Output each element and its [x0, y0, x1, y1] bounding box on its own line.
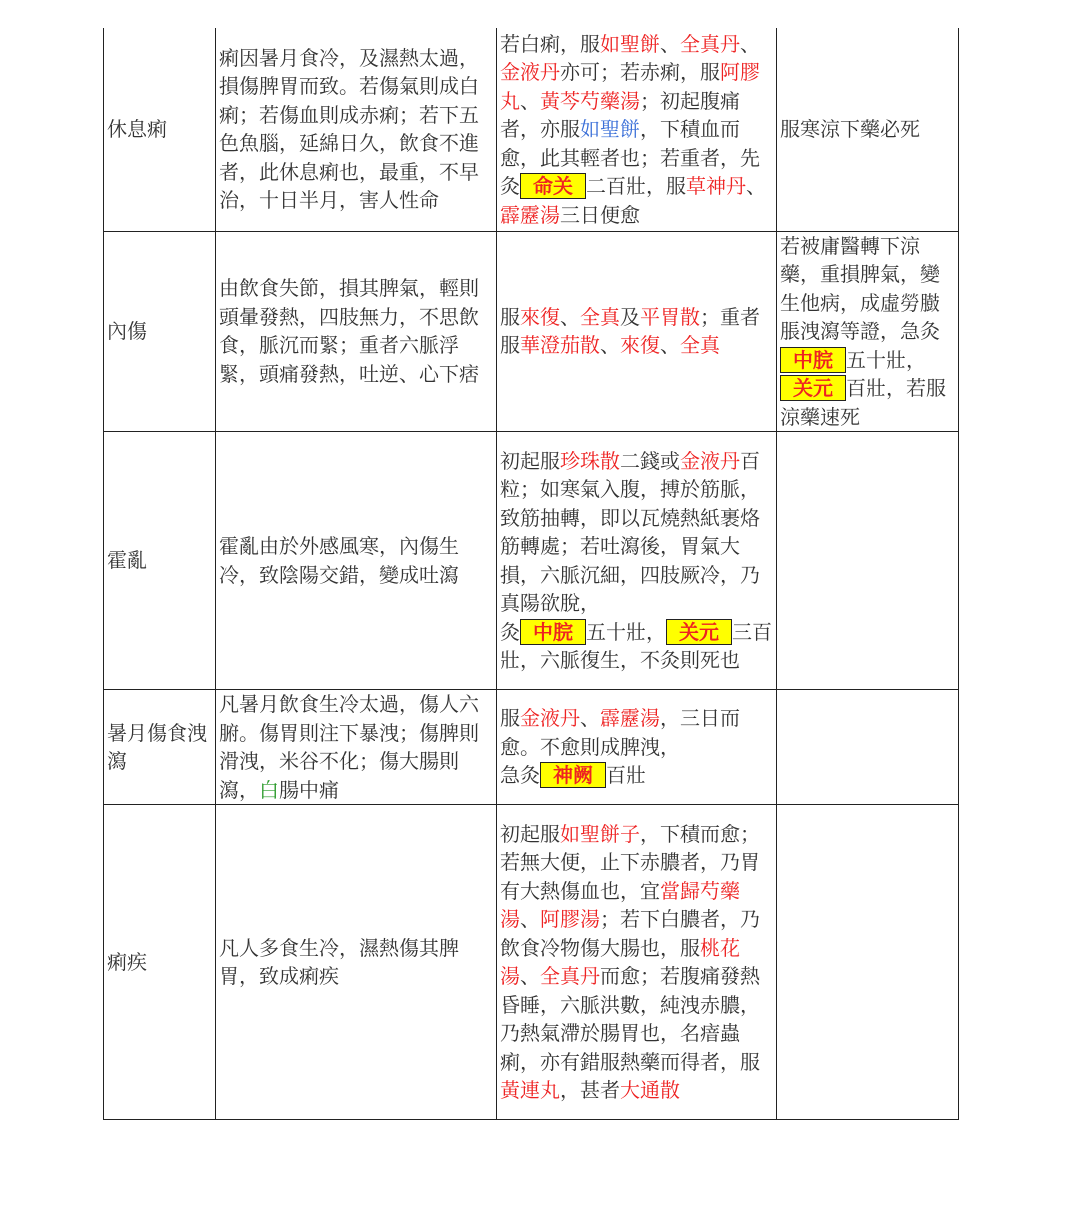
medicine-name: 桃花湯 — [500, 935, 740, 988]
text-segment: 服 — [500, 304, 520, 329]
text-segment: 腸中痛 — [279, 777, 339, 802]
acupoint-highlight: 中脘 — [520, 619, 586, 645]
text-segment: 亦可；若赤痢，服 — [560, 60, 720, 84]
text-segment: 、 — [600, 333, 620, 358]
warning-cell — [777, 231, 959, 432]
text-segment: 初起服 — [500, 448, 560, 473]
cause-cell: 痢因暑月食冷，及濕熱太過，損傷脾胃而致。若傷氣則成白痢；若傷血則成赤痢；若下五色魚腦，延綿日久，飲食不進者，此休息痢也，最重，不早治，十日半月，害人性命 — [216, 28, 497, 231]
medicine-name: 全真 — [580, 304, 620, 329]
cause-cell: 由飲食失節，損其脾氣，輕則頭暈發熱，四肢無力，不思飲食，脈沉而緊；重者六脈浮緊，頭痛發熱，吐逆、心下痞 — [216, 231, 497, 432]
medicine-name: 大通散 — [620, 1078, 680, 1102]
medicine-name: 霹靂湯 — [600, 706, 660, 731]
medicine-name: 全真 — [680, 333, 720, 358]
text-segment: 灸 — [500, 619, 520, 644]
text-segment: ；初起腹痛者，亦服 — [500, 88, 740, 141]
text-segment: 而愈；若腹痛發熱昏睡，六脈洪數，純洩赤膿，乃熱氣滯於腸胃也，名瘖蟲痢，亦有錯服熱藥而得者，服 — [500, 964, 760, 1074]
text-segment: 服寒涼下藥必死 — [780, 117, 920, 141]
text-segment: 三百壯，六脈復生，不灸則死也 — [500, 619, 772, 672]
text-segment: 若被庸醫轉下涼藥，重損脾氣，變生他病，成虛勞臌脹洩瀉等證，急灸 — [780, 233, 940, 343]
text-segment: 、 — [560, 304, 580, 329]
treatment-cell — [497, 432, 777, 690]
medicine-name: 金液丹 — [520, 706, 580, 731]
cause-cell: 霍亂由於外感風寒，內傷生冷，致陰陽交錯，變成吐瀉 — [216, 432, 497, 690]
medicine-name: 霹靂湯 — [500, 202, 560, 227]
medicine-name: 黃連丸 — [500, 1078, 560, 1102]
treatment-cell — [497, 690, 777, 805]
table-row — [104, 805, 959, 1120]
text-segment: 、 — [660, 31, 680, 56]
treatment-cell — [497, 231, 777, 432]
text-segment: 二百壯，服 — [586, 174, 686, 198]
text-segment: 服 — [500, 706, 520, 731]
text-segment: 及 — [620, 304, 640, 329]
medicine-name: 華澄茄散 — [520, 333, 600, 358]
table-row — [104, 231, 959, 432]
table-row — [104, 690, 959, 805]
medicine-name: 全真丹 — [540, 964, 600, 988]
text-segment: ，下積而愈；若無大便，止下赤膿者，乃胃有大熱傷血也，宜 — [500, 821, 760, 903]
text-segment: 五十壯， — [586, 619, 666, 644]
text-segment: 、 — [660, 333, 680, 358]
disease-name: 霍亂 — [104, 432, 216, 690]
text-segment: 、 — [520, 88, 540, 113]
medicine-name: 阿膠湯 — [540, 907, 600, 931]
medicine-name: 如聖餅 — [580, 117, 640, 141]
medicine-name: 全真丹 — [680, 31, 740, 56]
text-segment: ；若下白膿者，乃飲食冷物傷大腸也，服 — [500, 907, 760, 960]
warning-cell — [777, 690, 959, 805]
warning-cell — [777, 805, 959, 1120]
treatment-cell — [497, 28, 777, 231]
medicine-name: 如聖餅子 — [560, 821, 640, 846]
disease-treatment-table — [103, 28, 959, 1120]
medicine-name: 珍珠散 — [560, 448, 620, 473]
text-segment: 三日便愈 — [560, 202, 640, 227]
text-segment: 急灸 — [500, 763, 540, 788]
disease-name: 痢疾 — [104, 805, 216, 1120]
disease-name: 內傷 — [104, 231, 216, 432]
medicine-name: 來復 — [620, 333, 660, 358]
medicine-name: 平胃散 — [640, 304, 700, 329]
text-segment: 、 — [520, 964, 540, 988]
medicine-name: 金液丹 — [500, 60, 560, 84]
text-segment: ，三日而愈。不愈則成脾洩， — [500, 706, 740, 759]
cause-cell — [216, 690, 497, 805]
treatment-cell — [497, 805, 777, 1120]
medicine-name: 草神丹 — [686, 174, 746, 198]
acupoint-highlight: 神阙 — [540, 762, 606, 788]
acupoint-highlight: 中脘 — [780, 347, 846, 373]
text-segment: ，下積血而愈，此其輕者也；若重者，先灸 — [500, 117, 760, 198]
text-segment: 五十壯， — [846, 347, 926, 372]
text-segment: 凡暑月飲食生冷太過，傷人六腑。傷胃則注下暴洩；傷脾則滑洩，米谷不化；傷大腸則瀉， — [219, 692, 479, 802]
table-row — [104, 432, 959, 690]
text-segment: 初起服 — [500, 821, 560, 846]
text-segment: 二錢或 — [620, 448, 680, 473]
acupoint-highlight: 命关 — [520, 173, 586, 199]
text-segment: ；重者服 — [500, 304, 760, 358]
text-segment: ，甚者 — [560, 1078, 620, 1102]
text-segment: 、 — [580, 706, 600, 731]
text-segment: 百粒；如寒氣入腹，搏於筋脈，致筋抽轉，即以瓦燒熱紙裹烙筋轉處；若吐瀉後，胃氣大損，六脈沉細，四肢厥冷，乃真陽欲脫， — [500, 448, 760, 615]
highlight-char: 白 — [259, 777, 279, 802]
text-segment: 、 — [520, 907, 540, 931]
medicine-name: 黃芩芍藥湯 — [540, 88, 640, 113]
text-segment: 、 — [746, 174, 766, 198]
medicine-name: 當歸芍藥湯 — [500, 878, 740, 931]
text-segment: 百壯，若服涼藥速死 — [780, 376, 946, 429]
medicine-name: 阿膠丸 — [500, 60, 760, 113]
text-segment: 百壯 — [606, 763, 646, 788]
disease-name: 暑月傷食洩瀉 — [104, 690, 216, 805]
warning-cell — [777, 28, 959, 231]
disease-name: 休息痢 — [104, 28, 216, 231]
warning-cell — [777, 432, 959, 690]
acupoint-highlight: 关元 — [666, 619, 732, 645]
acupoint-highlight: 关元 — [780, 375, 846, 401]
text-segment: 若白痢，服 — [500, 31, 600, 56]
table-row — [104, 28, 959, 231]
medicine-name: 金液丹 — [680, 448, 740, 473]
cause-cell: 凡人多食生冷，濕熱傷其脾胃，致成痢疾 — [216, 805, 497, 1120]
text-segment: 、 — [740, 31, 760, 56]
medicine-name: 如聖餅 — [600, 31, 660, 56]
medicine-name: 來復 — [520, 304, 560, 329]
